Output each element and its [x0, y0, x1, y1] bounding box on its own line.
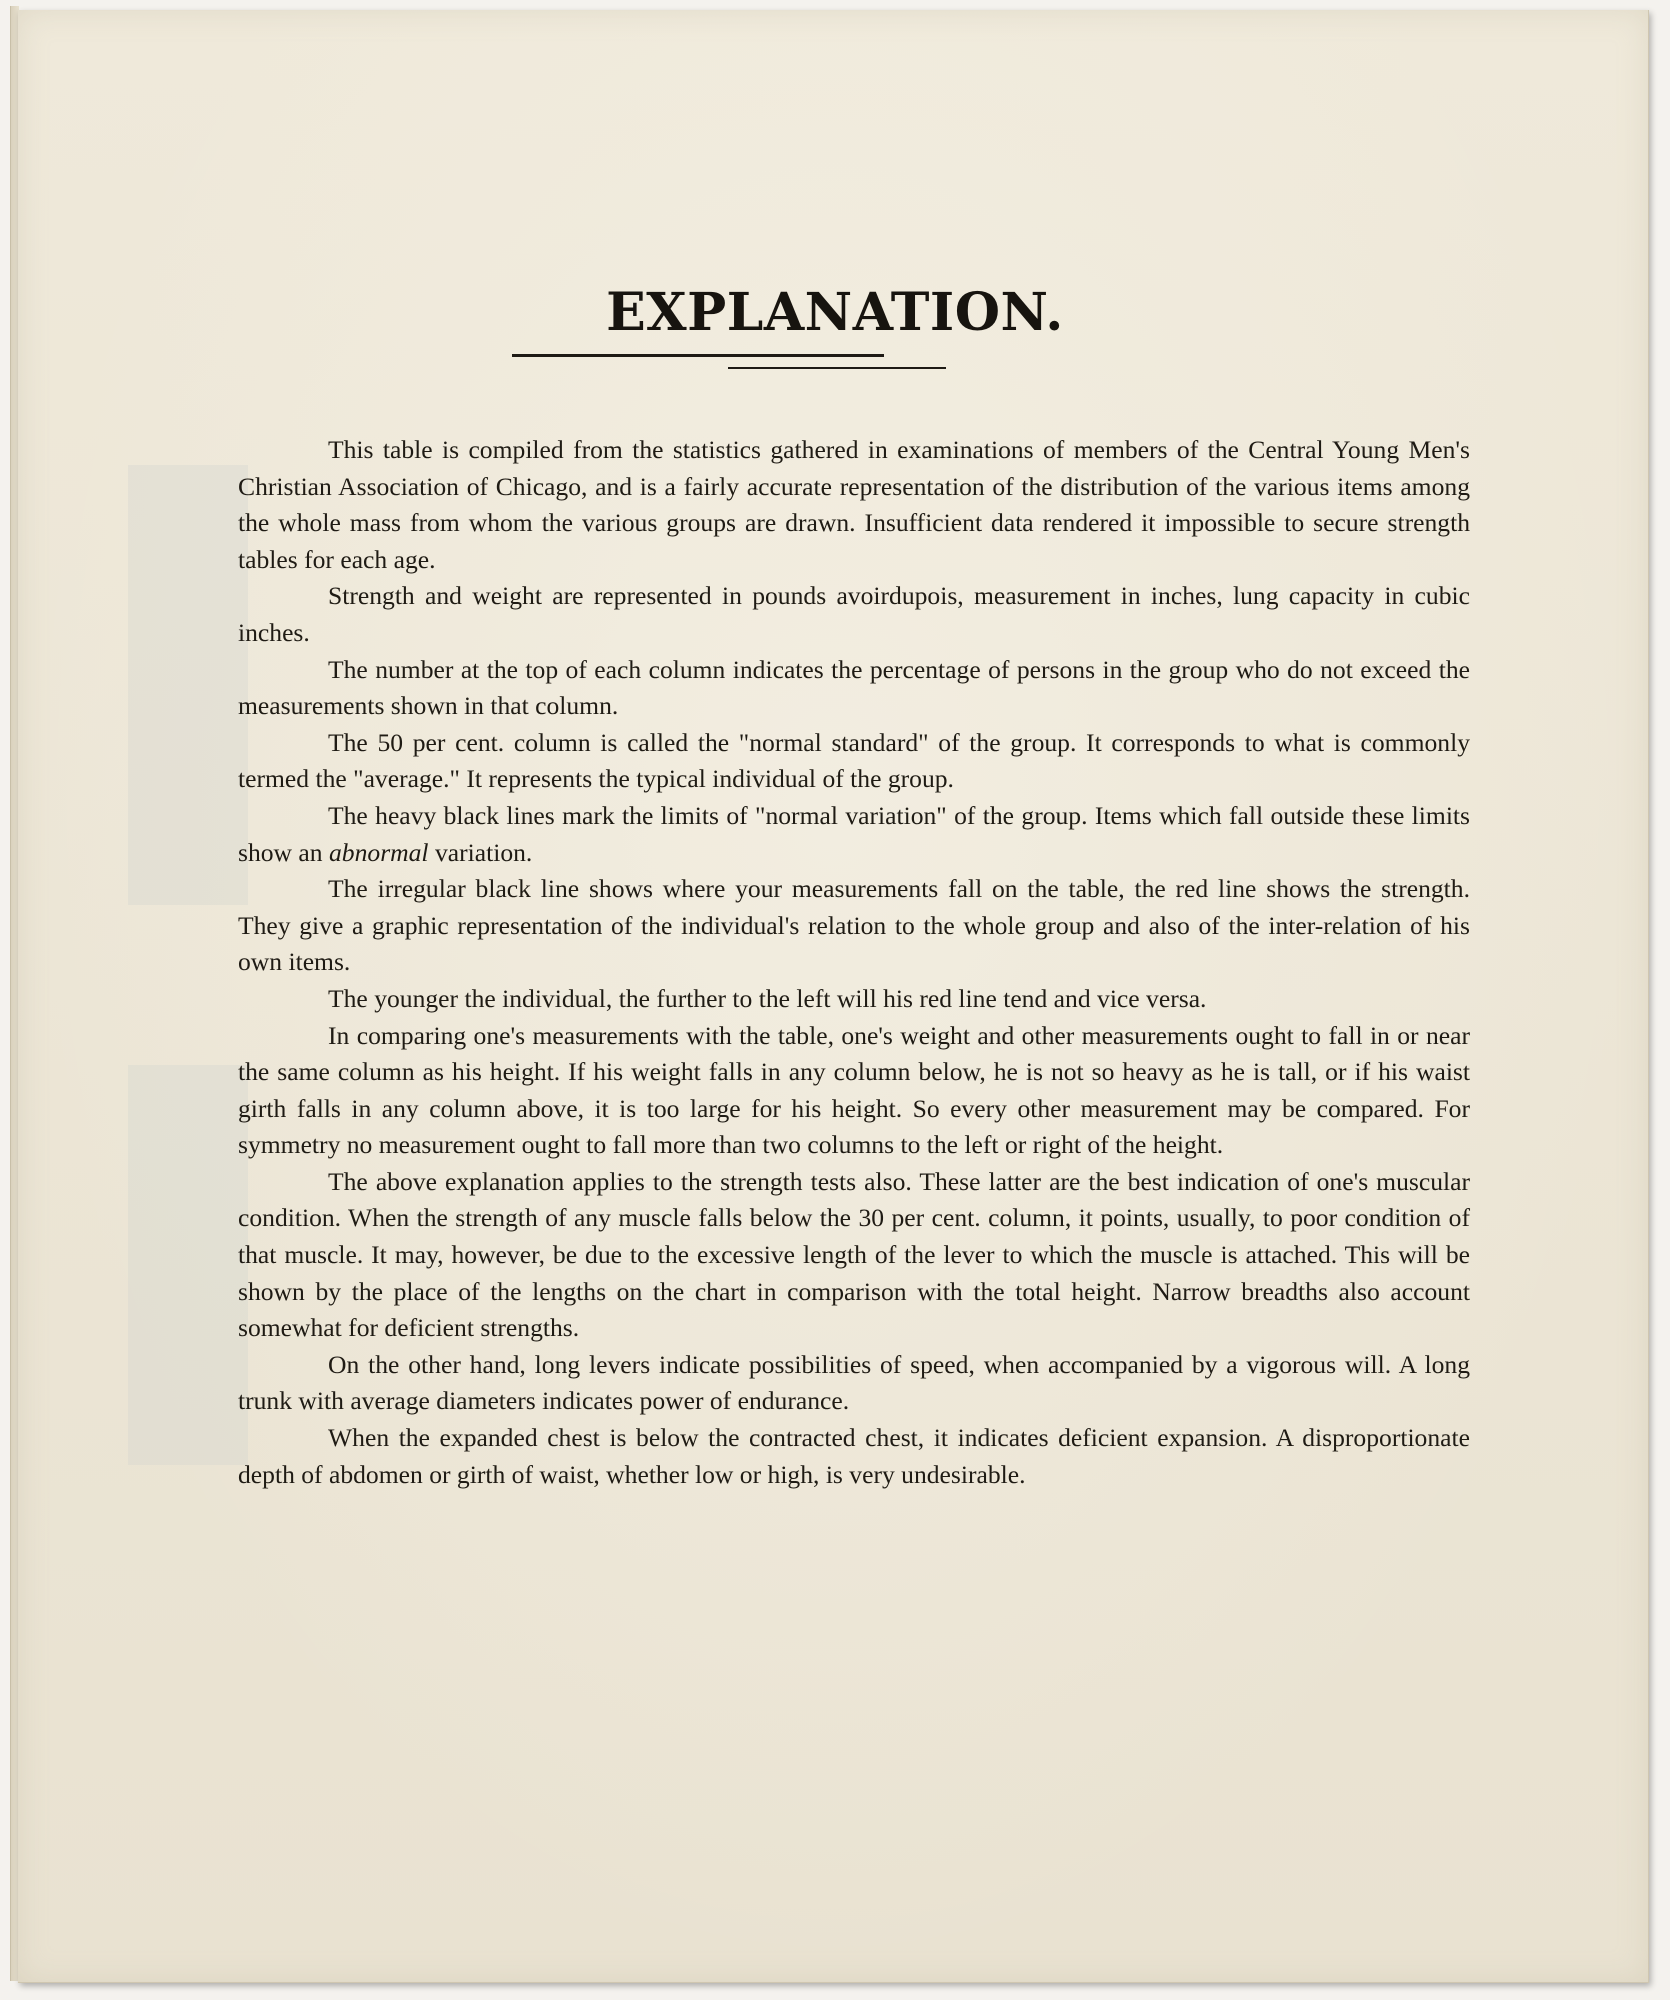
paragraph: The irregular black line shows where your measurements fall on the table, the red line shows the strength. They give a graphic representation of the individual's relation to the whole group and also of the inter-relation of his own items.	[238, 874, 1470, 977]
faint-table-ghost	[128, 1065, 248, 1465]
paragraph: The number at the top of each column indicates the percentage of persons in the group who do not exceed the measurements shown in that column.	[238, 654, 1470, 721]
paragraph: This table is compiled from the statistics gathered in examinations of members of the Central Young Men's Christian Association of Chicago, and is a fairly accurate representation of the distribution of the various items among the whole mass from whom the various groups are drawn. Insufficient data rendered it impossible to secure strength tables for each age.	[238, 435, 1470, 574]
paragraph: The younger the individual, the further to the left will his red line tend and vice versa.	[328, 983, 1207, 1013]
title-underline-short	[728, 367, 946, 369]
paragraph-text: The heavy black lines mark the limits of "normal variation" of the group. Items which fall outside these limits show an	[238, 800, 1470, 867]
paragraph: When the expanded chest is below the contracted chest, it indicates deficient expansion. A disproportionate depth of abdomen or girth of waist, whether low or high, is very undesirable.	[238, 1423, 1470, 1489]
emphasized-word: abnormal	[329, 837, 429, 867]
paragraph: Strength and weight are represented in pounds avoirdupois, measurement in inches, lung capacity in cubic inches.	[238, 581, 1470, 647]
explanation-body	[238, 432, 1470, 1493]
paragraph	[238, 798, 1470, 871]
paragraph: The above explanation applies to the strength tests also. These latter are the best indication of one's muscular condition. When the strength of any muscle falls below the 30 per cent. column, it points, usually, to poor condition of that muscle. It may, however, be due to the excessive length of the lever to which the muscle is attached. This will be shown by the place of the lengths on the chart in comparison with the total height. Narrow breadths also account somewhat for deficient strengths.	[238, 1166, 1470, 1343]
title-underline	[512, 354, 884, 357]
paragraph: In comparing one's measurements with the table, one's weight and other measurements ought to fall in or near the same column as his height. If his weight falls in any column below, he is not so heavy as he is tall, or if his waist girth falls in any column above, it is too large for his height. So every other measurement may be compared. For symmetry no measurement ought to fall more than two columns to the left or right of the height.	[238, 1020, 1470, 1160]
paragraph: On the other hand, long levers indicate possibilities of speed, when accompanied by a vigorous will. A long trunk with average diameters indicates power of endurance.	[238, 1349, 1470, 1416]
page-title: EXPLANATION.	[606, 282, 1064, 343]
paragraph: The 50 per cent. column is called the "normal standard" of the group. It corresponds to what is commonly termed the "average." It represents the typical individual of the group.	[238, 727, 1470, 794]
paragraph-text: variation.	[428, 837, 533, 867]
faint-table-ghost	[128, 465, 248, 905]
